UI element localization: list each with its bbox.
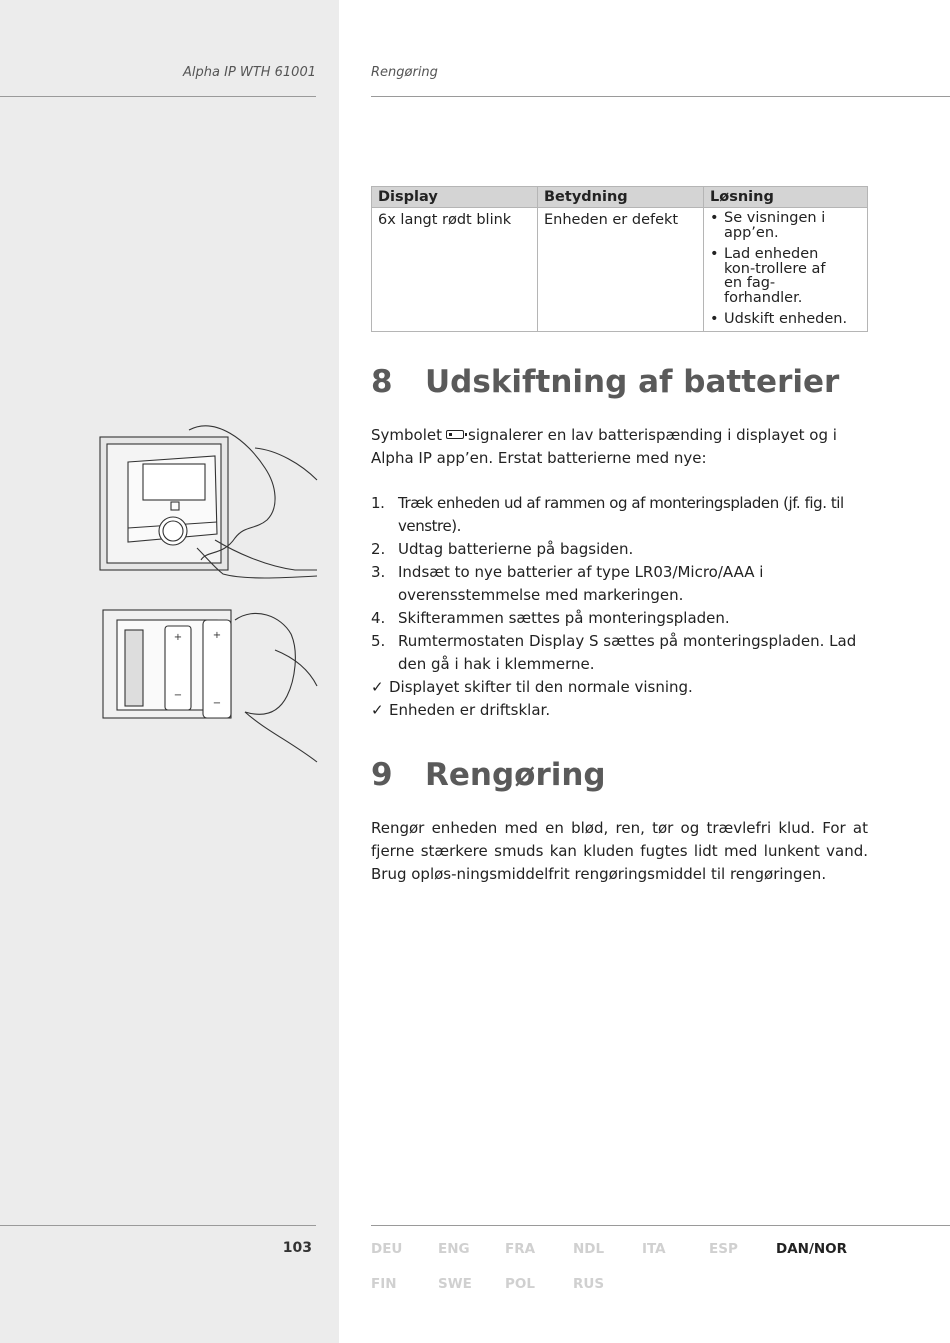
step-number: 2. [371,540,386,558]
solution-item [710,247,842,305]
header-section: Rengøring [371,65,438,80]
table-row [372,208,868,332]
footer-rule-left [0,1225,316,1226]
step-text: Skifterammen sættes på monteringspladen. [398,609,730,627]
list-item [371,561,871,607]
table-header-cell: Betydning [538,187,704,208]
section-title: Udskiftning af batterier [425,364,840,400]
step-text: Træk enheden ud af rammen og af monteringspladen (jf. fig. til venstre). [398,494,844,535]
language-link-ndl[interactable]: NDL [573,1241,605,1257]
section-8-intro [371,424,868,470]
solution-list [710,211,861,327]
result-item [371,676,871,699]
section-number: 9 [371,757,393,793]
result-text: Enheden er driftsklar. [389,701,551,719]
header-product: Alpha IP WTH 61001 [183,65,316,80]
table-cell-meaning: Enheden er defekt [538,208,704,332]
step-number: 5. [371,632,386,650]
svg-text:+: + [173,632,183,643]
table-header-row [372,187,868,208]
check-icon: ✓ [371,701,384,719]
footer-rule-right [371,1225,950,1226]
section-title: Rengøring [425,757,606,793]
svg-text:+: + [212,630,222,641]
language-link-rus[interactable]: RUS [573,1276,605,1292]
solution-text: Lad enheden kon-trollere af en fag-forhandler. [724,246,826,306]
list-item [371,492,871,538]
list-item [371,630,871,676]
table-cell-display: 6x langt rødt blink [372,208,538,332]
intro-text: signalerer en lav batterispænding i displayet og i Alpha IP app’en. Erstat batterierne med nye: [371,426,837,467]
step-number: 3. [371,563,386,581]
step-text: Rumtermostaten Display S sættes på monteringspladen. Lad den gå i hak i klemmerne. [398,632,857,673]
language-link-fra[interactable]: FRA [505,1241,536,1257]
language-link-esp[interactable]: ESP [709,1241,738,1257]
page-number: 103 [282,1240,312,1256]
language-link-swe[interactable]: SWE [438,1276,472,1292]
table-header-cell: Løsning [704,187,868,208]
result-item [371,699,871,722]
step-number: 4. [371,609,386,627]
language-link-ita[interactable]: ITA [642,1241,666,1257]
section-8-heading [371,364,839,400]
section-number: 8 [371,364,393,400]
solution-text: Se visningen i app’en. [724,210,826,241]
section-9-heading [371,757,606,793]
battery-replacement-illustration [95,420,321,765]
list-item [371,607,871,630]
solution-text: Udskift enheden. [724,311,848,327]
step-number: 1. [371,494,385,512]
list-item [371,538,871,561]
result-text: Displayet skifter til den normale visning. [389,678,693,696]
step-text: Udtag batterierne på bagsiden. [398,540,634,558]
solution-item [710,312,861,327]
language-link-fin[interactable]: FIN [371,1276,397,1292]
battery-low-icon [446,430,464,439]
table-cell-solution [704,208,868,332]
header-rule-left [0,96,316,97]
language-link-deu[interactable]: DEU [371,1241,403,1257]
svg-text:−: − [212,698,222,709]
svg-text:−: − [173,690,183,701]
battery-steps-list [371,492,871,722]
check-icon: ✓ [371,678,384,696]
language-link-pol[interactable]: POL [505,1276,535,1292]
intro-text: Symbolet [371,426,442,444]
step-text: Indsæt to nye batterier af type LR03/Micro/AAA i overensstemmelse med markeringen. [398,563,764,604]
language-link-eng[interactable]: ENG [438,1241,470,1257]
section-9-text: Rengør enheden med en blød, ren, tør og trævlefri klud. For at fjerne stærkere smuds kan kluden fugtes lidt med lunkent vand. Brug opløs-ningsmiddelfrit rengøringsmiddel til rengøringen. [371,819,868,883]
table-header-cell: Display [372,187,538,208]
solution-item [710,211,828,240]
troubleshooting-table [371,186,868,332]
header-rule-right [371,96,950,97]
language-link-dan-nor[interactable]: DAN/NOR [776,1241,848,1257]
